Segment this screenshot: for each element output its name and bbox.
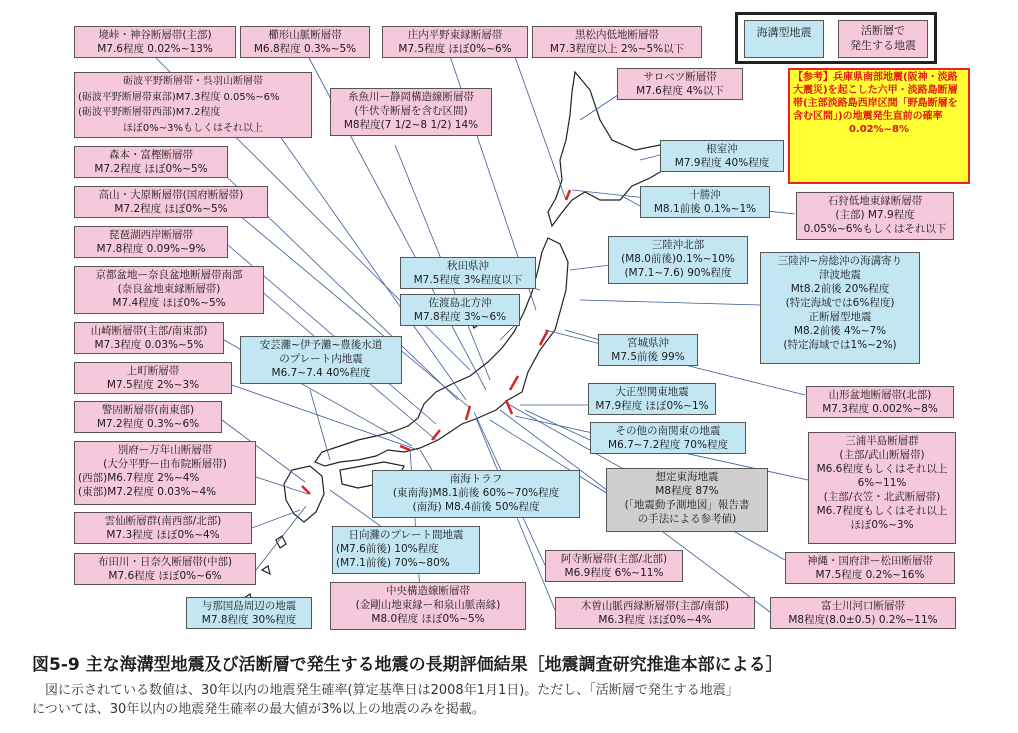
label-akita xyxy=(400,257,536,289)
label-value: (東部)M7.2程度 0.03%~4% xyxy=(78,486,217,498)
label-value: M7.9程度 ほぼ0%~1% xyxy=(595,400,709,412)
label-title: 庄内平野東縁断層帯 xyxy=(407,29,503,41)
label-title: 神縄・国府津ー松田断層帯 xyxy=(807,555,933,567)
label-title: 石狩低地東縁断層帯 xyxy=(827,195,923,207)
label-title: 境峠・神谷断層帯(主部) xyxy=(98,29,212,41)
label-title: 三浦半島断層群 xyxy=(845,435,919,447)
label-title: 日向灘のプレート間地震 xyxy=(348,529,464,541)
label-subtitle: 正断層型地震 xyxy=(808,311,872,323)
label-title: 黒松内低地断層帯 xyxy=(575,29,659,41)
label-atera xyxy=(545,550,683,582)
label-value: M7.6程度 4%以下 xyxy=(636,85,724,97)
label-title: 佐渡島北方沖 xyxy=(428,297,492,309)
label-value: M7.8程度 3%~6% xyxy=(413,311,507,323)
label-title: 三陸沖~房総沖の海溝寄り xyxy=(777,255,903,267)
label-value: (M7.1前後) 70%~80% xyxy=(336,557,450,569)
label-kushigata xyxy=(240,26,370,58)
label-value: (M7.6前後) 10%程度 xyxy=(336,543,439,555)
label-subtitle: (主部) M7.9程度 xyxy=(835,209,915,221)
reference-value: 0.02%~8% xyxy=(848,124,910,135)
label-sakaitoge xyxy=(74,26,236,58)
label-title: 櫛形山脈断層帯 xyxy=(268,29,342,41)
label-uemachi xyxy=(74,362,232,394)
label-sarobetsu xyxy=(617,68,743,100)
label-title: 山崎断層帯(主部/南東部) xyxy=(90,325,208,337)
label-title: 木曽山脈西縁断層帯(主部/南部) xyxy=(580,600,730,612)
label-title: 上町断層帯 xyxy=(126,365,180,377)
label-value: M6.8程度 0.3%~5% xyxy=(253,43,357,55)
label-title: 警固断層帯(南東部) xyxy=(101,404,195,416)
label-title: 三陸沖北部 xyxy=(651,239,705,251)
label-morimoto xyxy=(74,146,228,178)
label-title: 山形盆地断層帯(北部) xyxy=(828,389,932,401)
label-value: M7.5程度 2%~3% xyxy=(106,379,200,391)
label-value: M7.5程度 3%程度以下 xyxy=(413,274,523,286)
label-title: 別府ー万年山断層帯 xyxy=(117,444,213,456)
label-subtitle: (主部/衣笠・北武断層帯) xyxy=(823,491,941,503)
label-value: M7.4程度 ほぼ0%~5% xyxy=(112,297,226,309)
label-value: M6.7程度もしくはそれ以上 xyxy=(816,505,948,517)
label-value: M7.2程度 0.3%~6% xyxy=(96,418,200,430)
label-title: 想定東海地震 xyxy=(655,471,719,483)
label-value: M7.5前後 99% xyxy=(611,351,685,363)
label-keigo xyxy=(74,401,222,433)
label-value: (東南海)M8.1前後 60%~70%程度 xyxy=(392,487,560,499)
label-title: 糸魚川ー静岡構造線断層帯 xyxy=(348,91,474,103)
reference-box xyxy=(788,68,970,184)
label-value: M7.5程度 ほぼ0%~6% xyxy=(398,43,512,55)
caption-note-line-2: については、30年以内の地震発生確率の最大値が3%以上の地震のみを掲載。 xyxy=(32,702,485,717)
label-value: M8.2前後 4%~7% xyxy=(793,325,887,337)
label-title: 十勝沖 xyxy=(689,189,721,201)
label-value: (南海) M8.4前後 50%程度 xyxy=(412,501,540,513)
label-subtitle: (牛伏寺断層を含む区間) xyxy=(354,105,468,117)
legend-fault-label-2: 発生する地震 xyxy=(850,39,916,52)
label-value: M7.9程度 40%程度 xyxy=(674,157,770,169)
label-sanriku xyxy=(608,236,748,284)
label-value: Mt8.2前後 20%程度 xyxy=(790,283,890,295)
legend-trench xyxy=(744,20,824,58)
label-title: 大正型関東地震 xyxy=(615,386,689,398)
label-title: その他の南関東の地震 xyxy=(615,425,721,437)
label-value: ほぼ0%~3% xyxy=(850,519,914,531)
label-subtitle: のプレート内地震 xyxy=(279,353,363,365)
label-value: (砺波平野断層帯西部)M7.2程度 xyxy=(78,107,221,118)
label-title: 中央構造線断層帯 xyxy=(386,585,470,597)
label-value: M6.9程度 6%~11% xyxy=(564,567,664,579)
label-minamikanto xyxy=(590,422,746,454)
label-title: 安芸灘~伊予灘~豊後水道 xyxy=(259,339,383,351)
label-subtitle: (大分平野ー由布院断層帯) xyxy=(103,458,227,470)
label-value: M7.5程度 0.2%~16% xyxy=(815,569,925,581)
label-value: (特定海域では6%程度) xyxy=(785,297,895,309)
label-value: M8.0程度 ほぼ0%~5% xyxy=(371,613,485,625)
legend-fault-label-1: 活断層で xyxy=(861,24,905,37)
label-value: M7.6程度 ほぼ0%~6% xyxy=(108,570,222,582)
label-value: (西部)M6.7程度 2%~4% xyxy=(78,472,200,484)
label-kannawa xyxy=(785,552,955,584)
legend-trench-label: 海溝型地震 xyxy=(756,26,812,39)
label-biwako xyxy=(74,226,228,258)
figure-caption-title: 図5-9 主な海溝型地震及び活断層で発生する地震の長期評価結果［地震調査研究推進本部による］ xyxy=(32,655,783,675)
label-value: M7.3程度 0.03%~5% xyxy=(94,339,204,351)
label-futagawa xyxy=(74,553,256,585)
label-title: 根室沖 xyxy=(706,143,738,155)
label-title: 富士川河口断層帯 xyxy=(821,600,905,612)
label-value: M7.3程度以上 2%~5%以下 xyxy=(549,43,685,55)
label-value: (M7.1~7.6) 90%程度 xyxy=(624,267,732,279)
label-sado xyxy=(400,294,520,326)
label-fujikawa xyxy=(770,597,956,629)
label-boso xyxy=(760,252,920,364)
label-value: M6.6程度もしくはそれ以上 xyxy=(816,463,948,475)
reference-text: 【参考】兵庫県南部地震(阪神・淡路大震災)を起こした六甲・淡路島断層帯(主部淡路島西岸区間「野島断層を含む区間」)の地震発生直前の確率 xyxy=(793,72,958,122)
label-value: M7.8程度 30%程度 xyxy=(201,614,297,626)
label-value: M7.3程度 0.002%~8% xyxy=(822,403,938,415)
label-note: (「地震動予測地図」報告書 xyxy=(624,499,750,511)
label-title: 琵琶湖西岸断層帯 xyxy=(109,229,193,241)
label-value: M8程度(7 1/2~8 1/2) 14% xyxy=(343,119,479,131)
figure-caption-note xyxy=(32,681,992,719)
label-value: (特定海域では1%~2%) xyxy=(783,339,897,351)
label-value: M6.7~7.2程度 70%程度 xyxy=(608,439,728,451)
label-value: M8.1前後 0.1%~1% xyxy=(653,203,757,215)
label-ishikari xyxy=(796,192,954,240)
label-hyuganada xyxy=(332,526,480,574)
label-nankai xyxy=(372,470,580,518)
label-title: 秋田県沖 xyxy=(447,260,489,272)
label-miura xyxy=(808,432,956,544)
label-value: M7.6程度 0.02%~13% xyxy=(97,43,213,55)
label-nemuro xyxy=(660,140,784,172)
label-value: (砺波平野断層帯東部)M7.3程度 0.05%~6% xyxy=(78,91,280,103)
caption-note-line-1: 図に示されている数値は、30年以内の地震発生確率(算定基準日は2008年1月1日)。ただし、「活断層で発生する地震」 xyxy=(45,683,739,698)
label-yamazaki xyxy=(74,322,224,354)
label-unzen xyxy=(74,512,252,544)
label-title: 宮城県沖 xyxy=(627,337,669,349)
label-value: M6.3程度 ほぼ0%~4% xyxy=(598,614,712,626)
label-value: M7.2程度 ほぼ0%~5% xyxy=(114,203,228,215)
label-yonaguni xyxy=(186,597,312,629)
label-title: 南海トラフ xyxy=(449,473,503,485)
label-value: M6.7~7.4 40%程度 xyxy=(271,367,371,379)
label-title: 雲仙断層群(南西部/北部) xyxy=(104,515,222,527)
label-title: 与那国島周辺の地震 xyxy=(201,600,297,612)
label-subtitle: (主部/武山断層帯) xyxy=(839,449,925,461)
label-value: M7.3程度 ほぼ0%~4% xyxy=(106,529,220,541)
label-aki xyxy=(240,336,402,384)
label-value: 6%~11% xyxy=(857,477,907,489)
label-title: 砺波平野断層帯・呉羽山断層帯 xyxy=(123,76,263,87)
label-value: M8程度(8.0±0.5) 0.2%~11% xyxy=(788,614,938,626)
label-beppu xyxy=(74,441,256,505)
label-title: 京都盆地ー奈良盆地断層帯南部 xyxy=(95,269,243,281)
label-kyoto xyxy=(74,266,264,314)
label-title: 森本・富樫断層帯 xyxy=(109,149,193,161)
label-kisosanmyaku xyxy=(555,597,755,629)
label-subtitle: (金剛山地東縁ー和泉山脈南縁) xyxy=(355,599,501,611)
label-tokachi xyxy=(640,186,770,218)
label-value: M7.8程度 0.09%~9% xyxy=(96,243,206,255)
label-yamagata xyxy=(806,386,954,418)
label-subtitle: (奈良盆地東縁断層帯) xyxy=(117,283,221,295)
label-value: M7.2程度 ほぼ0%~5% xyxy=(94,163,208,175)
label-value: M8程度 87% xyxy=(655,485,719,497)
label-title: サロベツ断層帯 xyxy=(643,71,717,83)
label-shonai xyxy=(382,26,528,58)
label-itoigawa xyxy=(330,88,492,136)
label-title: 布田川・日奈久断層帯(中部) xyxy=(97,556,233,568)
label-miyagi xyxy=(598,334,698,366)
label-chuo xyxy=(330,582,526,630)
label-takayama xyxy=(74,186,268,218)
label-tokai xyxy=(606,468,768,532)
label-value: 0.05%~6%もしくはそれ以下 xyxy=(803,223,947,235)
label-taisho xyxy=(588,383,716,415)
label-note: の手法による参考値) xyxy=(637,513,737,525)
label-title: 高山・大原断層帯(国府断層帯) xyxy=(98,189,244,201)
label-value: ほぼ0%~3%もしくはそれ以上 xyxy=(122,122,264,134)
legend-fault xyxy=(838,20,928,58)
label-kuromatsunai xyxy=(532,26,702,58)
label-subtitle: 津波地震 xyxy=(819,269,861,281)
label-tonami xyxy=(74,72,312,138)
label-title: 阿寺断層帯(主部/北部) xyxy=(560,553,668,565)
label-value: (M8.0前後)0.1%~10% xyxy=(621,253,735,265)
